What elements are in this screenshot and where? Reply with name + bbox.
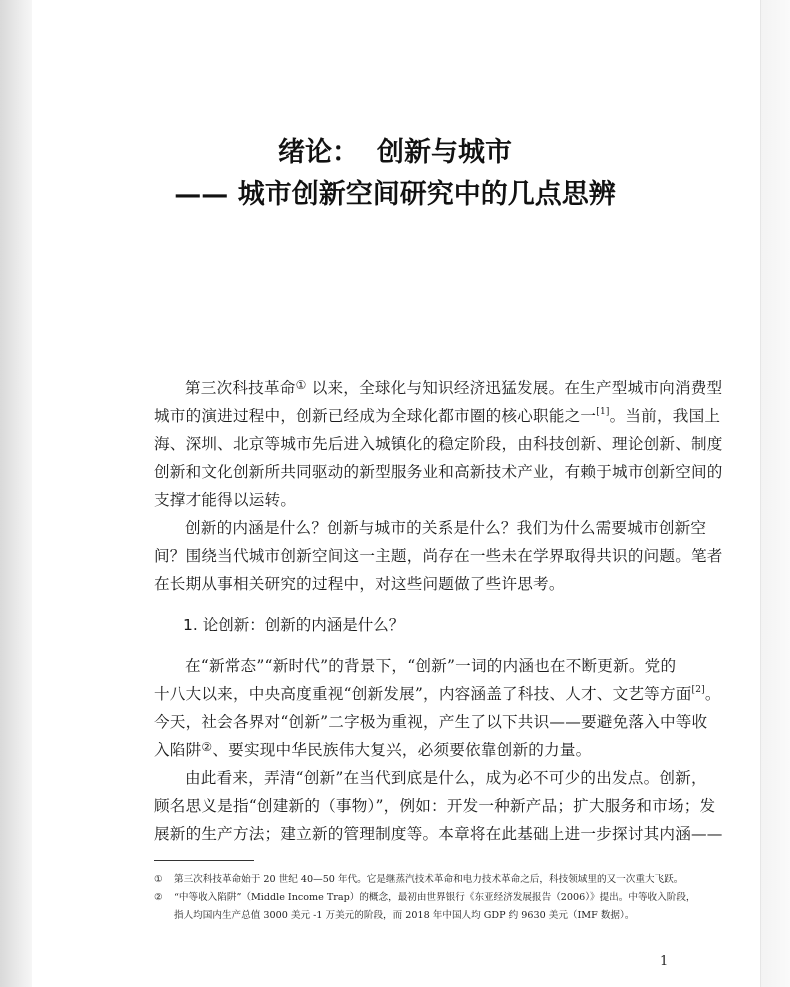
footnote-2 (154, 889, 696, 907)
text-line: 展新的生产方法；建立新的管理制度等。本章将在此基础上进一步探讨其内涵—— (154, 825, 723, 843)
text-line: 创新的内涵是什么？创新与城市的关系是什么？我们为什么需要城市创新空 (185, 519, 707, 537)
chapter-title-main: 创新与城市 (377, 137, 512, 168)
chapter-subtitle: —— 城市创新空间研究中的几点思辨 (174, 179, 616, 210)
text-line: 十八大以来，中央高度重视“创新发展”，内容涵盖了科技、人才、文艺等方面[2]。 (154, 685, 721, 703)
text-line: 今天，社会各界对“创新”二字极为重视，产生了以下共识——要避免落入中等收 (154, 713, 708, 731)
chapter-title-prefix: 绪论： (278, 137, 359, 168)
footnote-ref[interactable]: ① (295, 378, 307, 392)
text-line: 由此看来，弄清“创新”在当代到底是什么，成为必不可少的出发点。创新， (185, 769, 707, 787)
footnote-1 (154, 871, 684, 889)
text-line: 第三次科技革命① 以来，全球化与知识经济迅猛发展。在生产型城市向消费型 (185, 378, 723, 397)
text-line: 顾名思义是指“创建新的（事物）”，例如：开发一种新产品；扩大服务和市场；发 (154, 797, 716, 815)
footnote-marker: ① (154, 874, 163, 885)
chapter-title (0, 130, 790, 169)
text-line: 海、深圳、北京等城市先后进入城镇化的稳定阶段，由科技创新、理论创新、制度 (154, 435, 723, 453)
text-line: 城市的演进过程中，创新已经成为全球化都市圈的核心职能之一[1]。当前，我国上 (154, 407, 721, 425)
footnote-text: “中等收入陷阱”（Middle Income Trap）的概念，最初由世界银行《东亚经济发展报告（2006）》提出。中等收入阶段， (174, 892, 696, 903)
text-line: 在长期从事相关研究的过程中，对这些问题做了些许思考。 (154, 575, 565, 593)
footnote-marker: ② (154, 892, 163, 903)
citation-ref[interactable]: [1] (596, 407, 610, 417)
text-line: 创新和文化创新所共同驱动的新型服务业和高新技术产业，有赖于城市创新空间的 (154, 463, 723, 481)
section-1-paragraph-1 (154, 652, 721, 764)
citation-ref[interactable]: [2] (691, 685, 705, 695)
intro-paragraph-1 (154, 374, 723, 514)
intro-paragraph-2 (154, 514, 723, 598)
footnote-ref[interactable]: ② (201, 740, 213, 754)
text-line: 在“新常态”“新时代”的背景下，“创新”一词的内涵也在不断更新。党的 (185, 657, 677, 675)
text-line: 间？围绕当代城市创新空间这一主题，尚存在一些未在学界取得共识的问题。笔者 (154, 547, 723, 565)
section-heading: 1. 论创新：创新的内涵是什么？ (183, 616, 405, 634)
text-line: 支撑才能得以运转。 (154, 491, 297, 509)
section-1-paragraph-2 (154, 764, 723, 848)
footnote-text: 第三次科技革命始于 20 世纪 40—50 年代。它是继蒸汽技术革命和电力技术革命之后，科技领域里的又一次重大飞跃。 (174, 874, 684, 885)
footnote-2-continued: 指人均国内生产总值 3000 美元 -1 万美元的阶段，而 2018 年中国人均 GDP 约 9630 美元（IMF 数据）。 (174, 910, 635, 921)
footnote-divider (154, 860, 254, 861)
page-number: 1 (660, 954, 669, 969)
text-line: 入陷阱②、要实现中华民族伟大复兴，必须要依靠创新的力量。 (154, 740, 592, 759)
